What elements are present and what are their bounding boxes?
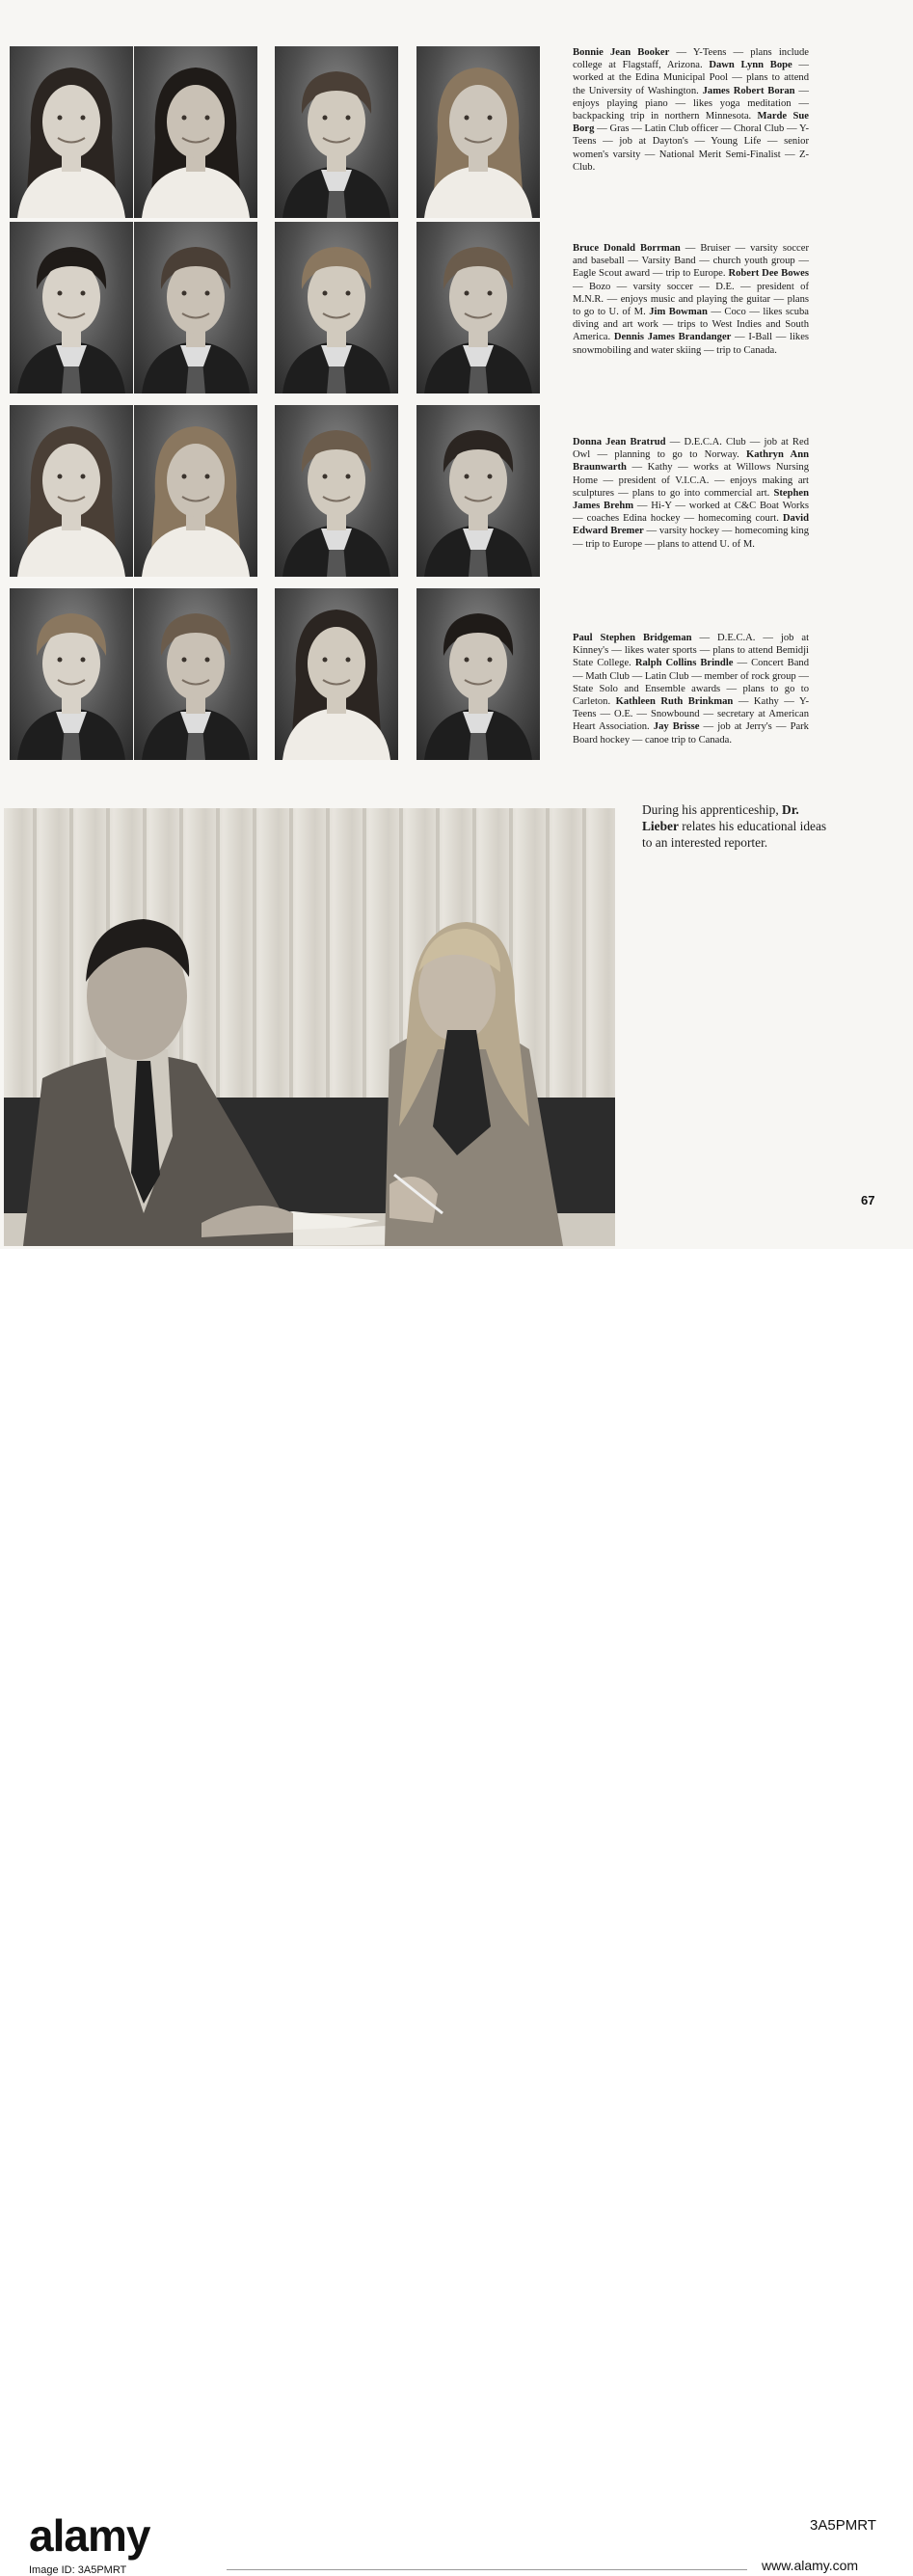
student-name: Jay Brisse [653,721,700,733]
student-name: Stephen James Brehm [573,487,809,512]
student-activities: — worked at the Edina Municipal Pool — plans to attend the University of Washington. [573,60,810,96]
student-activities: — Hi-Y — worked at C&C Boat Works — coaches Edina hockey — homecoming court. [573,501,809,525]
student-name: Kathleen Ruth Brinkman [615,696,734,708]
student-activities: — Gras — Latin Club officer — Choral Club — Y-Teens — job at Dayton's — Young Life — senior women's varsity — National Merit Semi-Finalist — Z-Club. [573,123,809,173]
student-portrait [275,405,398,577]
student-activities: — Bozo — varsity soccer — D.E. — president of M.N.R. — enjoys music and playing the guitar — plans to go to U. of M. [573,281,809,318]
yearbook-page [0,0,913,1249]
caption-text-before: During his apprenticeship, [642,802,783,817]
student-activities: — Kathy — works at Willows Nursing Home — president of V.I.C.A. — enjoys making art sculptures — plans to go into commercial art. [573,462,809,499]
student-portrait [10,588,133,760]
bio-block-row-1 [573,46,809,174]
student-activities: — Concert Band — Math Club — Latin Club — member of rock group — State Solo and Ensemble awards — plans to go to Carleton. [573,658,810,708]
page-number: 67 [861,1193,875,1207]
student-portrait [275,46,398,218]
student-portrait [416,405,540,577]
candid-photo [4,808,615,1246]
student-activities: — Y-Teens — plans include college at Flagstaff, Arizona. [573,47,810,71]
student-activities: — varsity hockey — homecoming king — trip to Europe — plans to attend U. of M. [573,526,810,550]
student-portrait [275,222,398,393]
student-name: James Robert Boran [702,85,795,96]
student-portrait [416,222,540,393]
student-name: Paul Stephen Bridgeman [573,633,692,643]
student-portrait [275,588,398,760]
student-activities: — I-Ball — likes snowmobiling and water skiing — trip to Canada. [573,332,810,356]
student-portrait [134,46,257,218]
student-name: Dennis James Brandanger [613,332,732,343]
student-portrait [416,46,540,218]
caption-name: Dr. Lieber [642,802,799,833]
student-activities: — D.E.C.A. Club — job at Red Owl — planning to go to Norway. [573,437,810,461]
student-name: Dawn Lynn Bope [709,60,792,71]
student-portrait [416,588,540,760]
bio-block-row-2 [573,242,809,357]
photo-caption [642,801,831,851]
student-portrait [134,588,257,760]
student-name: Marde Sue Borg [573,111,809,135]
student-name: Ralph Collins Brindle [634,658,734,669]
student-portrait [10,46,133,218]
caption-text-after: relates his educational ideas to an interested reporter. [642,819,827,850]
stock-watermark-footer [0,1249,913,2576]
student-activities: — Kathy — Y-Teens — O.E. — Snowbound — secretary at American Heart Association. [573,696,810,733]
student-name: Bonnie Jean Booker [573,47,670,58]
bio-block-row-4 [573,632,809,746]
student-activities: — Coco — likes scuba diving and art work — trips to West Indies and South America. [573,307,810,343]
student-name: Bruce Donald Borrman [573,243,681,254]
student-name: Donna Jean Bratrud [573,437,666,447]
student-name: Robert Dee Bowes [728,268,810,280]
student-portrait [134,222,257,393]
student-activities: — job at Jerry's — Park Board hockey — canoe trip to Canada. [573,721,809,746]
alamy-url: www.alamy.com [762,2558,859,2573]
student-activities: — D.E.C.A. — job at Kinney's — likes water sports — plans to attend Bemidji State College. [573,633,810,669]
student-activities: — Bruiser — varsity soccer and baseball — Varsity Band — church youth group — Eagle Scout award — trip to Europe. [573,243,809,280]
image-id: 3A5PMRT [810,2517,876,2534]
student-name: Kathryn Ann Braunwarth [573,449,809,474]
image-id-label: Image ID: 3A5PMRT [29,2564,127,2576]
alamy-logo: alamy [29,2510,150,2561]
student-portrait [10,405,133,577]
student-portrait [134,405,257,577]
student-name: David Edward Bremer [573,513,809,537]
student-activities: — enjoys playing piano — likes yoga meditation — backpacking trip in northern Minnesota. [573,85,809,122]
footer-divider [227,2569,747,2570]
student-name: Jim Bowman [649,307,708,318]
student-portrait [10,222,133,393]
bio-block-row-3 [573,436,809,551]
